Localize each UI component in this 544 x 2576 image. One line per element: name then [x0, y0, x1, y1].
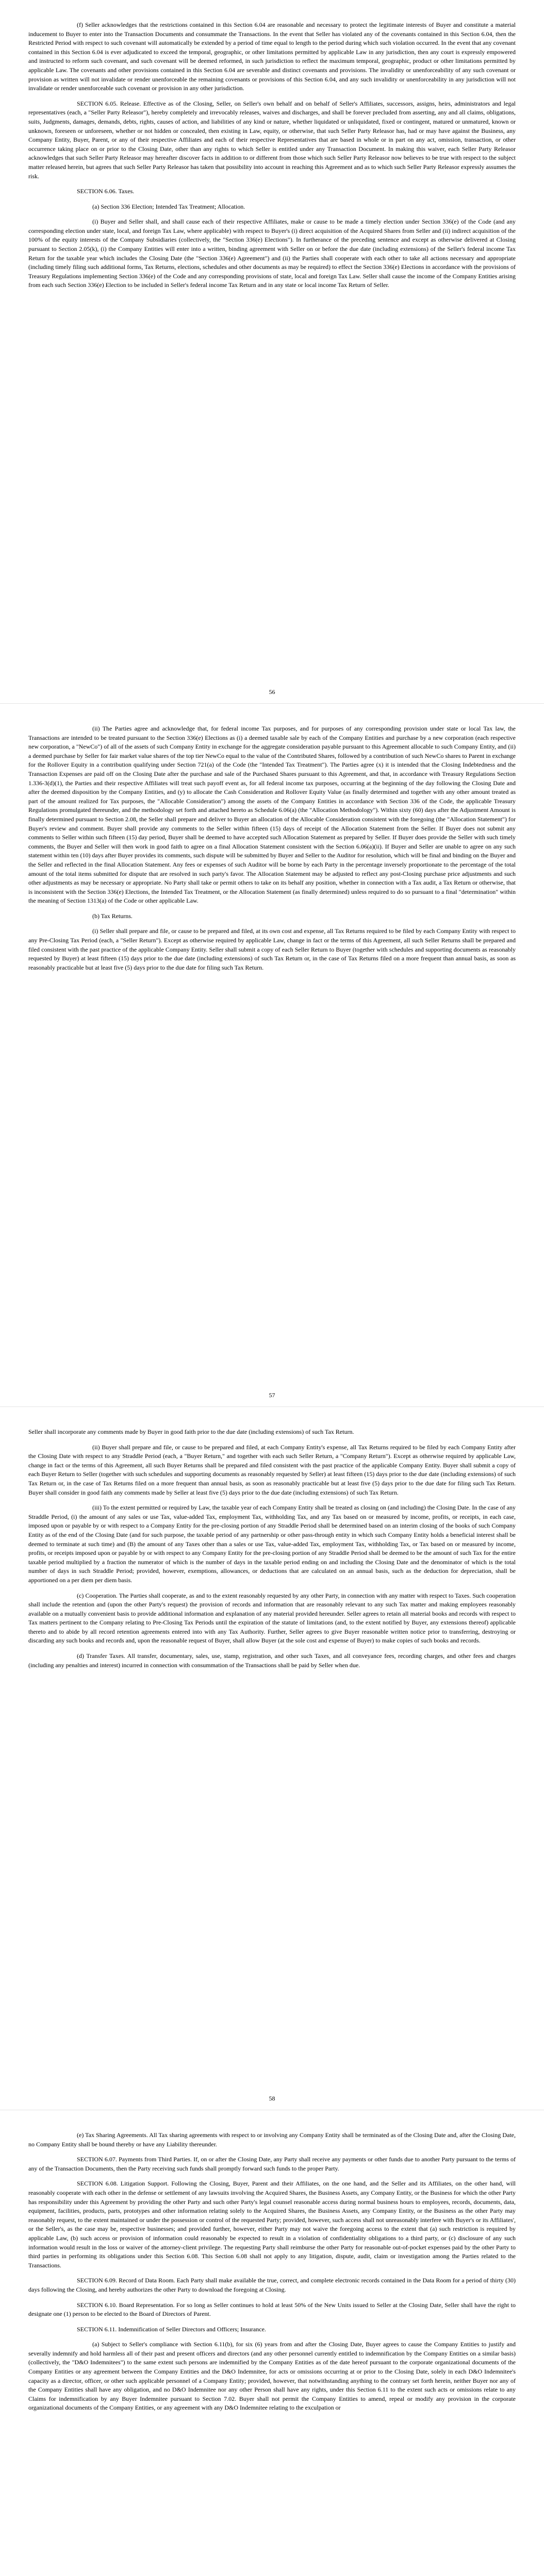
paragraph-6-06-e-tax-sharing: (e) Tax Sharing Agreements. All Tax sharing agreements with respect to or involving any Company Entity shall be terminated as of the Closing Date and, after the Closing Date, no Company Entity shall be bound thereby or have any Liability thereunder. [28, 2131, 516, 2148]
document-page [0, 2110, 544, 2576]
page-number: 57 [269, 1392, 275, 1399]
paragraph-6-11-heading: SECTION 6.11. Indemnification of Seller Directors and Officers; Insurance. [77, 2325, 266, 2333]
paragraph-6-07-payments: SECTION 6.07. Payments from Third Parties. If, on or after the Closing Date, any Party shall receive any payments or other funds due to another Party pursuant to the terms of any of the Transaction Documents, then the Party receiving such funds shall promptly forward such funds to the proper Party. [28, 2156, 516, 2172]
paragraph-6-10-board: SECTION 6.10. Board Representation. For so long as Seller continues to hold at least 50% of the New Units issued to Seller at the Closing Date, Seller shall have the right to designate one (1) person to be elected to the Board of Directors of Parent. [28, 2301, 516, 2318]
paragraph-6-06-b-ii: (ii) Buyer shall prepare and file, or cause to be prepared and filed, at each Company Entity's expense, all Tax Returns required to be filed by each Company Entity after the Closing Date with respect to any Straddle Period (each, a "Buyer Return," and together with each such Seller Return, a "Company Return"). Except as otherwise required by applicable Law, change in fact or the terms of this Agreement, all such Buyer Returns shall be prepared and filed consistent with the past practice of the applicable Company Entity. Buyer shall submit a copy of each Buyer Return to Seller (together with such schedules and supporting documents as reasonably requested by Seller) at least fifteen (15) days prior to the due date (including extensions) of such Tax Return or, in the case of Tax Returns filed on a more frequent than annual basis, as soon as reasonably practicable but at least five (5) days prior to the due date for filing such Tax Return. Buyer shall consider in good faith any comments made by Seller at least five (5) days prior to the due date (including extensions) of such Tax Return. [28, 1443, 516, 1496]
document-page [0, 0, 544, 703]
document-page [0, 703, 544, 1406]
section-heading-6-06-taxes: SECTION 6.06. Taxes. [77, 188, 135, 195]
paragraph-6-06-a-i: (i) Buyer and Seller shall, and shall cause each of their respective Affiliates, make or cause to be made a timely election under Section 336(e) of the Code (and any corresponding election under state, local, and foreign Tax Law, where applicable) with respect to Buyer's (i) direct acquisition of the Acquired Shares from Seller and (ii) indirect acquisition of the 100% of the equity interests of the Company Subsidiaries (collectively, the "Section 336(e) Elections"). In furtherance of the preceding sentence and except as otherwise delivered at Closing pursuant to Section 2.05(k), (i) the Company Entities will enter into a written, binding agreement with Seller on or before the due date (including extensions) of the Seller's federal income Tax Return for the taxable year which includes the Closing Date (the "Section 336(e) Agreement") and (ii) the Parties shall cooperate with each other to take all actions necessary and appropriate (including timely filing such additional forms, Tax Returns, elections, schedules and other documents as may be required) to effect the Section 336(e) Elections in accordance with the provisions of Treasury Regulations implementing Section 336(e) of the Code and any corresponding provisions of state, local and foreign Tax Law. Seller shall cause the income of the Company Entities arising from each such Section 336(e) Election to be included in Seller's federal income Tax Return and in any state or local income Tax Return of Seller. [28, 218, 516, 289]
page-number: 56 [269, 688, 275, 696]
subheading-6-06-b-tax-returns: (b) Tax Returns. [92, 912, 133, 920]
page-number: 58 [269, 2095, 275, 2102]
paragraph-6-11-a: (a) Subject to Seller's compliance with Section 6.11(b), for six (6) years from and after the Closing Date, Buyer agrees to cause the Company Entities to justify and severally indemnify and hold harmless all of their past and present officers and directors (and any other personnel currently entitled to indemnification by the Company Entities on a similar basis) (collectively, the "D&O Indemnitees") to the same extent such persons are indemnified by the Company Entities as of the date hereof pursuant to the corporate organizational documents of the Company Entities or any agreement between the Company Entities and the D&O Indemnitee, for acts or omissions occurring at or prior to the Closing Date, solely in each D&O Indemnitee's capacity as a director, officer, or other such applicable personnel of a Company Entity; provided, however, that notwithstanding anything to the contrary set forth herein, neither Buyer nor any of the Company Entities shall have any obligation, and no D&O Indemnitee nor any other Person shall have any rights, under this Section 6.11 to the extent such acts or omissions relate to any Claims for indemnification by any Buyer Indemnitee pursuant to Section 7.02. Buyer shall not permit the Company Entities to amend, repeal or modify any provision in the corporate organizational documents of the Company Entities, or any agreement with any D&O Indemnitee relating to the exculpation or [28, 2341, 516, 2412]
paragraph-6-06-a-ii: (ii) The Parties agree and acknowledge that, for federal income Tax purposes, and for purposes of any corresponding provision under state or local Tax law, the Transactions are intended to be treated pursuant to the Section 336(e) Elections as (i) a deemed taxable sale by each of the Company Entities and purchase by a new corporation (each respective new corporation, a "NewCo") of all of the assets of such Company Entity in exchange for the aggregate consideration payable pursuant to this Agreement allocable to such Company Entity, and (ii) a deemed purchase by Seller for fair market value shares of the top tier NewCo equal to the value of the Contributed Shares, followed by a contribution of such NewCo shares to Parent in exchange for the Rollover Equity in a contribution qualifying under Section 721(a) of the Code (the "Intended Tax Treatment"). The Parties agree (x) it is intended that the Closing Indebtedness and the Transaction Expenses are paid off on the Closing Date after the purchase and sale of the Purchased Shares pursuant to this Agreement, and that, in accordance with Treasury Regulations Section 1.336-3(d)(1), the Parties and their respective Affiliates will treat such payoff event as, for all federal income tax purposes, occurring at the beginning of the day following the Closing Date and after the deemed disposition by the Company Entities, and (y) to allocate the Cash Consideration and Rollover Equity Value (as finally determined and together with any other amount treated as part of the amount realized for Tax purposes, the "Allocable Consideration") among the assets of the Company Entities in accordance with Section 336 of the Code, the applicable Treasury Regulations promulgated thereunder, and the methodology set forth and attached hereto as Schedule 6.06(a) (the "Allocation Methodology"). Within sixty (60) days after the Adjustment Amount is finally determined pursuant to Section 2.08, the Seller shall prepare and deliver to Buyer an allocation of the Allocable Consideration consistent with the foregoing (the "Allocation Statement") for Buyer's review and comment. Buyer shall provide any comments to the Seller within fifteen (15) days of receipt of the Allocation Statement from the Seller. If Buyer does not submit any comments to Seller within such fifteen (15) day period, Buyer shall be deemed to have accepted such Allocation Statement as prepared by Seller. If Buyer does provide the Seller with such timely comments, the Buyer and Seller will then work in good faith to agree on a final Allocation Statement consistent with the Section 6.06(a)(ii). If Buyer and Seller are unable to agree on any such statement within ten (10) days after Buyer provides its comments, such dispute will be submitted by Buyer and Seller to the Auditor for resolution, which will be final and binding on the Buyer and the Seller and reflected in the final Allocation Statement. Any fees or expenses of such Auditor will be borne by each Party in the percentage inversely proportionate to the percentage of the total amount of the total items submitted for dispute that are resolved in such party's favor. The Allocation Statement may be adjusted to reflect any post-Closing purchase price adjustments and such other adjustments as may be necessary or appropriate. No Party shall take or permit others to take on its behalf any position, whether in connection with a Tax audit, a Tax Return or otherwise, that is inconsistent with the Section 336(e) Elections, the Intended Tax Treatment, or the Allocation Statement (as finally determined) unless required to do so pursuant to a final "determination" within the meaning of Section 1313(a) of the Code or other applicable Law. [28, 725, 516, 905]
subheading-6-06-a: (a) Section 336 Election; Intended Tax Treatment; Allocation. [92, 202, 245, 210]
paragraph-6-06-c-cooperation: (c) Cooperation. The Parties shall cooperate, as and to the extent reasonably requested by any other Party, in connection with any matter with respect to Taxes. Such cooperation shall include the retention and (upon the other Party's request) the provision of records and information that are reasonably relevant to any such Tax matter and making employees reasonably available on a mutually convenient basis to provide additional information and explanation of any material provided hereunder. Seller agrees to retain all material books and records with respect to Tax matters pertinent to the Company relating to Pre-Closing Tax Periods until the expiration of the statute of limitations (and, to the extent notified by Buyer, any extensions thereof) applicable thereto and to abide by all record retention agreements entered into with any Tax Authority. Further, Seller agrees to give Buyer reasonable written notice prior to transferring, destroying or discarding any such books and records and, upon the reasonable request of Buyer, shall allow Buyer (at the sole cost and expense of Buyer) to make copies of such books and records. [28, 1591, 516, 1645]
paragraph-6-06-b-i: (i) Seller shall prepare and file, or cause to be prepared and filed, at its own cost and expense, all Tax Returns required to be filed by each Company Entity with respect to any Pre-Closing Tax Period (each, a "Seller Return"). Except as otherwise required by applicable Law, change in fact or the terms of this Agreement, all such Seller Returns shall be prepared and filed consistent with the past practice of the applicable Company Entity. Seller shall submit a copy of each Seller Return to Buyer (together with schedules and supporting documents as reasonably requested by Buyer) at least fifteen (15) days prior to the due date (including extensions) of such Tax Return or, in the case of Tax Returns filed on a more frequent than annual basis, as soon as reasonably practicable but at least five (5) days prior to the due date for filing such Tax Return. [28, 927, 516, 971]
paragraph-6-04-f: (f) Seller acknowledges that the restrictions contained in this Section 6.04 are reasonable and necessary to protect the legitimate interests of Buyer and constitute a material inducement to Buyer to enter into the Transaction Documents and consummate the Transactions. In the event that Seller has violated any of the covenants contained in this Section 6.04, then the Restricted Period with respect to such covenant will automatically be extended by a period of time equal to length to the period during which such violation occurred. In the event that any covenant contained in this Section 6.04 is ever adjudicated to exceed the temporal, geographic, or other limitations permitted by applicable Law in any jurisdiction, then any court is expressly empowered and instructed to reform such covenant, and such covenant will be deemed reformed, in such jurisdiction to reflect the maximum temporal, geographic, product or other limitations permitted by applicable Law. The covenants and other provisions contained in this Section 6.04 are severable and distinct covenants and provisions. The invalidity or unenforceability of any such covenant or provision as written will not invalidate or render unenforceable the remaining covenants or provisions of this Section 6.04, and any such invalidity or unenforceability in any jurisdiction will not invalidate or render unenforceable such covenant or provision in any other jurisdiction. [28, 21, 516, 92]
paragraph-6-08-litigation-support: SECTION 6.08. Litigation Support. Following the Closing, Buyer, Parent and their Affiliates, on the one hand, and the Seller and its Affiliates, on the other hand, will reasonably cooperate with each other in the defense or settlement of any lawsuits involving the Acquired Shares, the Business Assets, any Company Entity, or the Business for which the other Party has responsibility under this Agreement by providing the other Party and such other Party's legal counsel reasonable access during normal business hours to employees, records, documents, data, equipment, facilities, products, parts, prototypes and other information relating solely to the Acquired Shares, the Business Assets, any Company Entity, or the Business as the other Party may reasonably request, to the extent maintained or under the possession or control of the requested Party; provided, however, such access shall not unreasonably interfere with Buyer's or its Affiliates', or the Seller's, as the case may be, respective businesses; and provided further, however, either Party may not waive the foregoing access to the extent that (a) such restriction is required by applicable Law, (b) such access or provision of information could reasonably be expected to result in a violation of confidentiality obligations to a third party, or (c) disclosure of any such information would result in the loss or waiver of the attorney-client privilege. The requesting Party shall reimburse the other Party for reasonable out-of-pocket expenses paid by the other Party to third parties in performing its obligations under this Section 6.08. This Section 6.08 shall not apply to any litigation, dispute, audit, claim or investigation among the Parties related to the Transactions. [28, 2180, 516, 2269]
paragraph-6-06-d-transfer-taxes: (d) Transfer Taxes. All transfer, documentary, sales, use, stamp, registration, and other such Taxes, and all conveyance fees, recording charges, and other fees and charges (including any penalties and interest) incurred in connection with consummation of the Transactions shall be paid by Seller when due. [28, 1652, 516, 1669]
paragraph-6-06-b-iii: (iii) To the extent permitted or required by Law, the taxable year of each Company Entity shall be treated as closing on (and including) the Closing Date. In the case of any Straddle Period, (i) the amount of any sales or use Tax, value-added Tax, employment Tax, withholding Tax, and any Tax based on or measured by income, profits, or receipts, in each case, imposed upon or payable by or with respect to a Company Entity for the pre-closing portion of any Straddle Period shall be determined based on an interim closing of the books of such Company Entity as of the end of the Closing Date (and for such purpose, the taxable period of any partnership or other pass-through entity in which such Company Entity holds a beneficial interest shall be deemed to terminate at such time) and (B) the amount of any Taxes other than a sales or use Tax, value-added Tax, employment Tax, withholding Tax, or Tax based on or measured by income, profits, or receipts imposed upon or payable by or with respect to any Company Entity for the pre-closing portion of any Straddle Period shall be deemed to be the amount of such Tax for the entire taxable period multiplied by a fraction the numerator of which is the number of days in the taxable period ending on and including the Closing Date and the denominator of which is the total number of days in such Straddle Period; provided, however, exemptions, allowances, or deductions that are calculated on an annual basis, such as the deduction for depreciation, shall be apportioned on a per diem per diem basis. [28, 1504, 516, 1584]
paragraph-continued: Seller shall incorporate any comments made by Buyer in good faith prior to the due date (including extensions) of such Tax Return. [28, 1428, 354, 1435]
paragraph-6-09-data-room: SECTION 6.09. Record of Data Room. Each Party shall make available the true, correct, and complete electronic records contained in the Data Room for a period of thirty (30) days following the Closing, and hereby authorizes the other Party to download the foregoing at Closing. [28, 2277, 516, 2293]
paragraph-6-05-release: SECTION 6.05. Release. Effective as of the Closing, Seller, on Seller's own behalf and on behalf of Seller's Affiliates, successors, assigns, heirs, administrators and legal representatives (each, a "Seller Party Releasor"), hereby completely and irrevocably releases, waives and discharges, and shall be forever precluded from asserting, any and all claims, obligations, suits, Judgments, damages, demands, debts, rights, causes of action, and liabilities of any kind or nature, whether liquidated or unliquidated, fixed or contingent, matured or unmatured, known or unknown, foreseen or unforeseen, whether or not hidden or concealed, then existing in Law, equity, or otherwise, that such Seller Party Releasor has, had or may have against the Business, any Company Entity, Buyer, Parent, or any of their respective Affiliates and each of their respective Representatives that are based in whole or in part on any act, omission, transaction, or other occurrence taking place on or prior to the Closing Date, other than any rights to which Seller is entitled under any Transaction Document. In making this waiver, each Seller Party Releasor acknowledges that such Seller Party Releasor may hereafter discover facts in addition to or different from those which such Seller Party Releasor now believes to be true with respect to the subject matter released herein, but agrees that such Seller Party Releasor has taken that possibility into account in reaching this Agreement and as to which such Seller Party Releasor expressly assumes the risk. [28, 99, 516, 180]
document-page [0, 1406, 544, 2110]
